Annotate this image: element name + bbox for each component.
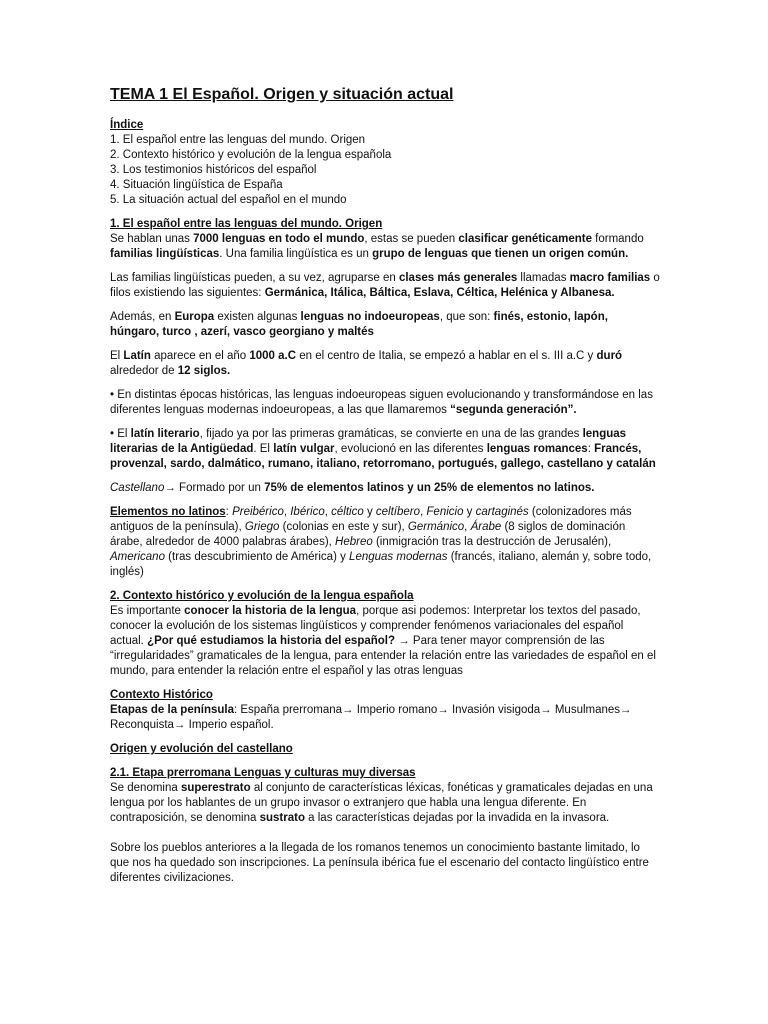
text: : [225, 506, 233, 518]
text: aparece en el año [150, 350, 250, 362]
bold-text: latín literario [130, 428, 200, 440]
text: (colonias en este y sur), [279, 521, 408, 533]
text: en el centro de Italia, se empezó a hablar en el s. III a.C y [296, 350, 597, 362]
italic-text: celtíbero [375, 506, 421, 518]
bold-text: macro familias [569, 272, 651, 284]
bold-text: 7000 lenguas en todo el mundo [193, 233, 365, 245]
text: o filos existiendo las siguientes: [110, 272, 660, 299]
text: , estas se pueden [364, 233, 459, 245]
text: (francés, italiano, alemán y, sobre todo, inglés) [110, 551, 652, 578]
italic-text: Ibérico [290, 506, 325, 518]
bold-text: Francés, provenzal, sardo, dalmático, rumano, italiano, retorromano, portugués, gallego, castellano y catalán [110, 443, 656, 470]
text: formando [591, 233, 644, 245]
text: existen algunas [214, 311, 301, 323]
italic-text: Castellano [110, 482, 165, 494]
paragraph: Sobre los pueblos anteriores a la llegada de los romanos tenemos un conocimiento bastante limitado, lo que nos ha quedado son inscripciones. La península ibérica fue el escenario del contacto lingüístico entre diferentes civilizaciones. [110, 842, 649, 884]
index-item: 2. Contexto histórico y evolución de la lengua española [110, 149, 392, 161]
bold-text: sustrato [259, 812, 305, 824]
bold-text: latín vulgar [273, 443, 335, 455]
section-2-heading: 2. Contexto histórico y evolución de la lengua española [110, 590, 414, 602]
text: , fijado ya por las primeras gramáticas, se convierte en una de las grandes [199, 428, 583, 440]
text: → Para tener mayor comprensión de las “irregularidades” gramaticales de la lengua, para entender la relación entre las variedades de español en el mundo, para entender la relación entre el español y las otras lenguas [110, 635, 656, 677]
document-title: TEMA 1 El Español. Origen y situación actual [110, 86, 454, 103]
bold-text: clases más generales [398, 272, 518, 284]
text: (colonizadores más antiguos de la península), [110, 506, 632, 533]
index-item: 4. Situación lingüística de España [110, 179, 283, 191]
index-item: 3. Los testimonios históricos del español [110, 164, 317, 176]
bold-text: ¿Por qué estudiamos la historia del español? [147, 635, 396, 647]
bold-text: superestrato [180, 782, 251, 794]
index-item: 1. El español entre las lenguas del mundo. Origen [110, 134, 366, 146]
text: Las familias lingüísticas pueden, a su vez, agruparse en [110, 272, 399, 284]
section-1-heading: 1. El español entre las lenguas del mundo. Origen [110, 218, 383, 230]
text: , [283, 506, 291, 518]
document-page [110, 86, 660, 895]
italic-text: Hebreo [335, 536, 373, 548]
bold-text: finés, estonio, lapón, húngaro, turco , azerí, vasco georgiano y maltés [110, 311, 608, 338]
text: : [587, 443, 595, 455]
bold-text: Germánica, Itálica, Báltica, Eslava, Céltica, Helénica y Albanesa. [264, 287, 615, 299]
text: (tras descubrimiento de América) y [164, 551, 350, 563]
text: . El [253, 443, 274, 455]
bold-text: Etapas de la península [110, 704, 234, 716]
text: al conjunto de características léxicas, fonéticas y gramaticales dejadas en una lengua por los hablantes de un grupo invasor o extranjero que habla una lengua diferente. En contraposición, se denomina [110, 782, 653, 824]
index-heading: Índice [110, 119, 144, 131]
bold-text: lenguas literarias de la Antigüedad [110, 428, 627, 455]
text: Es importante [110, 605, 185, 617]
index-item: 5. La situación actual del español en el mundo [110, 194, 347, 206]
text: , porque asi podemos: Interpretar los textos del pasado, conocer la evolución de los sistemas lingüísticos y comprender fenómenos variacionales del español actual. [110, 605, 641, 647]
bold-text: duró [596, 350, 623, 362]
text: , evolucionó en las diferentes [334, 443, 487, 455]
text: → Formado por un [164, 482, 265, 494]
bold-text: “segunda generación”. [450, 404, 577, 416]
paragraph [110, 271, 660, 301]
paragraph [110, 703, 660, 733]
subsection-heading: 2.1. Etapa prerromana Lenguas y culturas muy diversas [110, 767, 416, 779]
text: a las características dejadas por la invadida en la invasora. [304, 812, 610, 824]
text: El [110, 350, 124, 362]
text: y [463, 506, 476, 518]
paragraph [110, 481, 660, 496]
text: y [363, 506, 376, 518]
paragraph [110, 310, 660, 340]
bold-text: 12 siglos. [177, 365, 231, 377]
bold-text: familias lingüísticas [110, 248, 220, 260]
text: , [324, 506, 332, 518]
text: : España prerromana→ Imperio romano→ Invasión visigoda→ Musulmanes→ Reconquista→ Imperio español. [110, 704, 632, 731]
context-heading: Contexto Histórico [110, 689, 213, 701]
italic-text: cartaginés [475, 506, 529, 518]
index-list [110, 133, 660, 208]
paragraph [110, 604, 660, 679]
bold-text: 75% de elementos latinos y un 25% de elementos no latinos. [264, 482, 595, 494]
bold-text: grupo de lenguas que tienen un origen común. [372, 248, 629, 260]
italic-text: Preibérico [232, 506, 284, 518]
bold-text: lenguas romances [486, 443, 588, 455]
text: (inmigración tras la destrucción de Jerusalén), [372, 536, 612, 548]
paragraph [110, 427, 660, 472]
bold-text: conocer la historia de la lengua [184, 605, 357, 617]
bold-text: Europa [174, 311, 215, 323]
italic-text: Lenguas modernas [349, 551, 448, 563]
bold-text: Latín [123, 350, 151, 362]
bold-text: clasificar genéticamente [458, 233, 592, 245]
text: • En distintas épocas históricas, las lenguas indoeuropeas siguen evolucionando y transformándose en las diferentes lenguas modernas indoeuropeas, a las que llamaremos [110, 389, 653, 416]
italic-text: Griego [244, 521, 280, 533]
paragraph [110, 388, 660, 418]
italic-text: Germánico [407, 521, 465, 533]
bold-underlined-text: Elementos no latinos [110, 506, 226, 518]
italic-text: céltico [331, 506, 364, 518]
paragraph [110, 505, 660, 580]
bold-text: lenguas no indoeuropeas [300, 311, 440, 323]
text: (8 siglos de dominación árabe, alrededor de 4000 palabras árabes), [110, 521, 626, 548]
text: Además, en [110, 311, 175, 323]
italic-text: Americano [110, 551, 165, 563]
bold-text: 1000 a.C [249, 350, 297, 362]
text: alrededor de [110, 365, 178, 377]
paragraph [110, 232, 660, 262]
text: Se denomina [110, 782, 181, 794]
text: • El [110, 428, 131, 440]
text: . Una familia lingüística es un [219, 248, 373, 260]
text: , [464, 521, 471, 533]
italic-text: Árabe [470, 521, 502, 533]
text: , [420, 506, 427, 518]
text: Se hablan unas [110, 233, 194, 245]
paragraph [110, 781, 660, 826]
italic-text: Fenicio [426, 506, 464, 518]
origin-heading: Origen y evolución del castellano [110, 743, 293, 755]
text: , que son: [439, 311, 494, 323]
paragraph [110, 349, 660, 379]
text: llamadas [517, 272, 570, 284]
